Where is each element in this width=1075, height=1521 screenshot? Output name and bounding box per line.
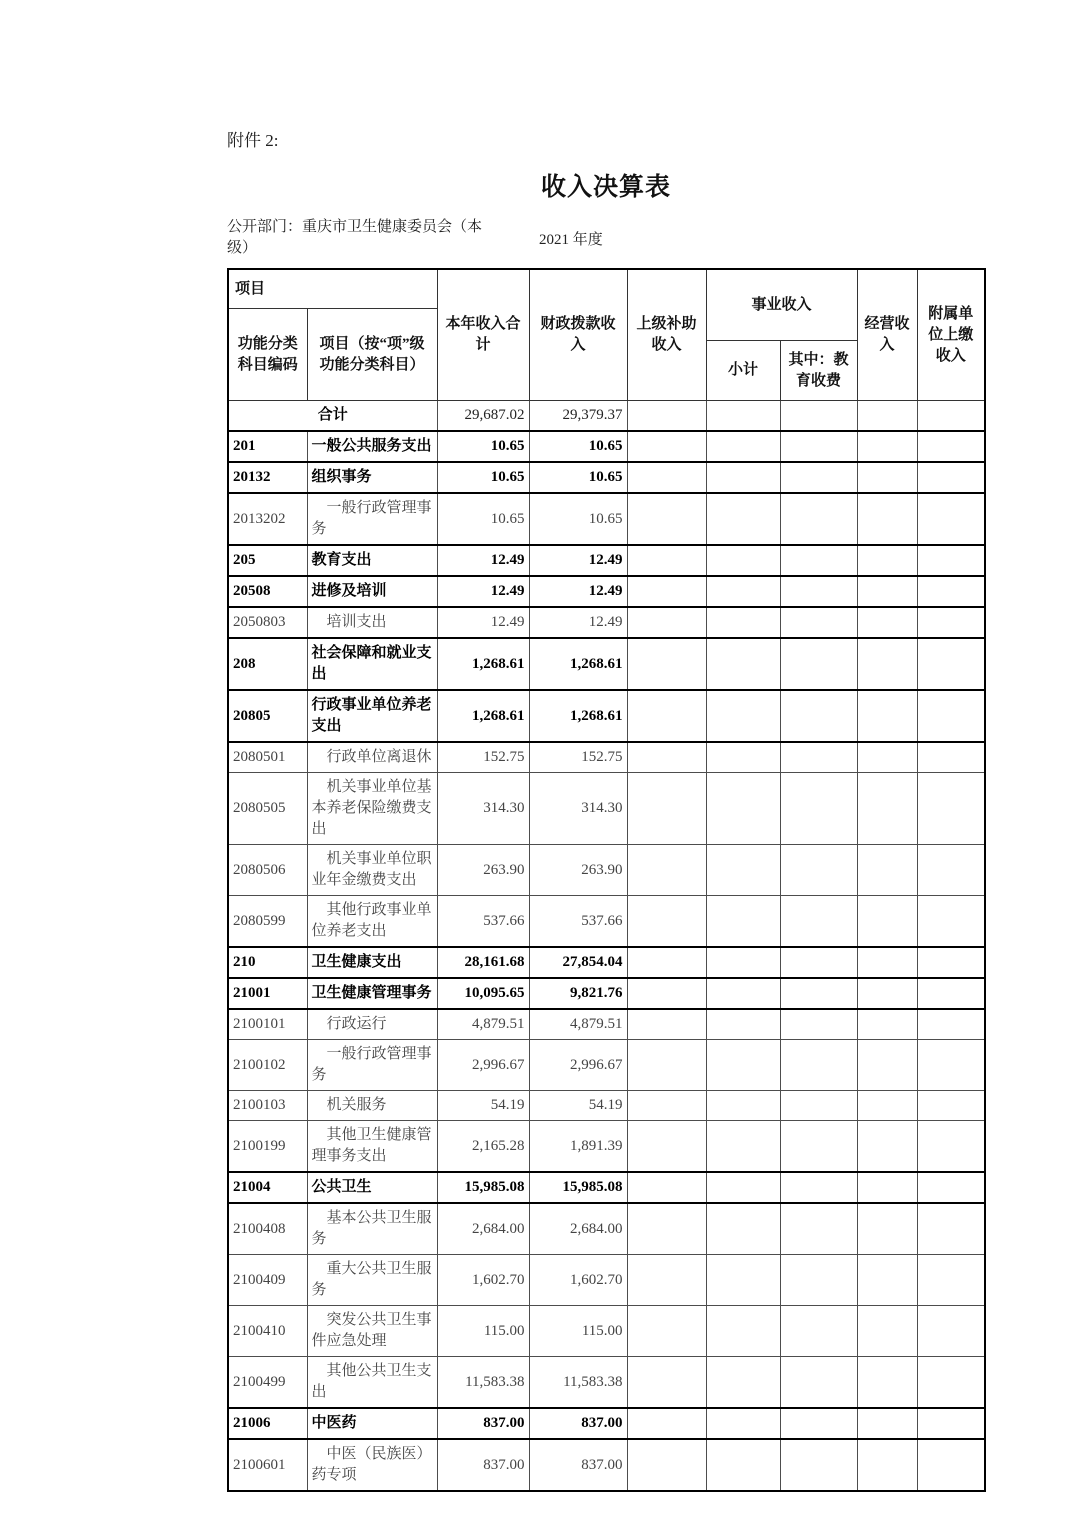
cell-code: 2100499 — [228, 1357, 307, 1409]
cell-subtotal — [706, 545, 780, 576]
cell-item: 培训支出 — [307, 607, 437, 638]
cell-total: 1,602.70 — [437, 1255, 529, 1306]
cell-operating — [857, 1408, 917, 1439]
cell-operating — [857, 773, 917, 845]
table-row — [228, 1255, 985, 1306]
table-row — [228, 845, 985, 896]
cell-total: 12.49 — [437, 607, 529, 638]
cell-superior — [627, 1040, 706, 1091]
column-header-business: 事业收入 — [706, 269, 857, 341]
cell-total: 2,165.28 — [437, 1121, 529, 1173]
cell-operating — [857, 493, 917, 545]
cell-code: 2050803 — [228, 607, 307, 638]
cell-superior — [627, 545, 706, 576]
cell-affiliated — [917, 1040, 985, 1091]
cell-item: 合计 — [228, 401, 437, 432]
cell-code: 20132 — [228, 462, 307, 493]
cell-item: 行政单位离退休 — [307, 742, 437, 773]
table-body — [228, 401, 985, 1492]
meta-row — [227, 217, 985, 259]
cell-edu-fee — [780, 742, 857, 773]
cell-code: 20508 — [228, 576, 307, 607]
cell-item: 突发公共卫生事件应急处理 — [307, 1306, 437, 1357]
cell-item: 机关事业单位职业年金缴费支出 — [307, 845, 437, 896]
cell-fiscal: 837.00 — [529, 1408, 627, 1439]
cell-fiscal: 314.30 — [529, 773, 627, 845]
table-row — [228, 1408, 985, 1439]
cell-subtotal — [706, 1255, 780, 1306]
cell-fiscal: 9,821.76 — [529, 978, 627, 1009]
cell-code: 2100408 — [228, 1203, 307, 1255]
cell-item: 行政事业单位养老支出 — [307, 690, 437, 742]
cell-affiliated — [917, 1255, 985, 1306]
cell-fiscal: 837.00 — [529, 1439, 627, 1491]
cell-code: 2080506 — [228, 845, 307, 896]
cell-fiscal: 10.65 — [529, 431, 627, 462]
cell-edu-fee — [780, 947, 857, 978]
cell-code: 2100103 — [228, 1091, 307, 1121]
cell-total: 29,687.02 — [437, 401, 529, 432]
cell-operating — [857, 845, 917, 896]
cell-superior — [627, 1306, 706, 1357]
cell-edu-fee — [780, 845, 857, 896]
cell-edu-fee — [780, 1040, 857, 1091]
cell-superior — [627, 1255, 706, 1306]
cell-code: 2100101 — [228, 1009, 307, 1040]
cell-subtotal — [706, 462, 780, 493]
cell-operating — [857, 978, 917, 1009]
cell-operating — [857, 1172, 917, 1203]
cell-superior — [627, 773, 706, 845]
table-row — [228, 1121, 985, 1173]
cell-edu-fee — [780, 431, 857, 462]
cell-operating — [857, 896, 917, 948]
cell-total: 1,268.61 — [437, 638, 529, 690]
cell-item: 中医（民族医）药专项 — [307, 1439, 437, 1491]
cell-operating — [857, 947, 917, 978]
cell-edu-fee — [780, 1255, 857, 1306]
cell-operating — [857, 742, 917, 773]
cell-superior — [627, 742, 706, 773]
cell-fiscal: 29,379.37 — [529, 401, 627, 432]
cell-affiliated — [917, 978, 985, 1009]
cell-subtotal — [706, 1439, 780, 1491]
cell-affiliated — [917, 1203, 985, 1255]
cell-superior — [627, 1009, 706, 1040]
cell-total: 537.66 — [437, 896, 529, 948]
cell-fiscal: 4,879.51 — [529, 1009, 627, 1040]
cell-code: 20805 — [228, 690, 307, 742]
cell-edu-fee — [780, 978, 857, 1009]
cell-fiscal: 11,583.38 — [529, 1357, 627, 1409]
cell-affiliated — [917, 845, 985, 896]
cell-fiscal: 115.00 — [529, 1306, 627, 1357]
cell-subtotal — [706, 1172, 780, 1203]
cell-operating — [857, 1439, 917, 1491]
cell-code: 2100601 — [228, 1439, 307, 1491]
cell-operating — [857, 576, 917, 607]
cell-total: 2,684.00 — [437, 1203, 529, 1255]
cell-edu-fee — [780, 1009, 857, 1040]
cell-subtotal — [706, 431, 780, 462]
cell-code: 2080501 — [228, 742, 307, 773]
cell-operating — [857, 1040, 917, 1091]
table-row — [228, 978, 985, 1009]
column-header-code: 功能分类科目编码 — [228, 309, 307, 401]
cell-item: 一般公共服务支出 — [307, 431, 437, 462]
cell-subtotal — [706, 1408, 780, 1439]
cell-superior — [627, 607, 706, 638]
cell-affiliated — [917, 742, 985, 773]
cell-fiscal: 2,684.00 — [529, 1203, 627, 1255]
cell-affiliated — [917, 1172, 985, 1203]
table-row — [228, 493, 985, 545]
cell-fiscal: 15,985.08 — [529, 1172, 627, 1203]
cell-subtotal — [706, 1357, 780, 1409]
cell-affiliated — [917, 401, 985, 432]
cell-superior — [627, 1091, 706, 1121]
cell-code: 21004 — [228, 1172, 307, 1203]
cell-subtotal — [706, 773, 780, 845]
cell-subtotal — [706, 742, 780, 773]
cell-total: 10.65 — [437, 431, 529, 462]
page-title: 收入决算表 — [540, 174, 671, 201]
cell-operating — [857, 401, 917, 432]
cell-fiscal: 263.90 — [529, 845, 627, 896]
cell-affiliated — [917, 493, 985, 545]
cell-operating — [857, 1203, 917, 1255]
cell-total: 1,268.61 — [437, 690, 529, 742]
cell-superior — [627, 947, 706, 978]
cell-edu-fee — [780, 1172, 857, 1203]
table-row — [228, 690, 985, 742]
cell-item: 一般行政管理事务 — [307, 493, 437, 545]
cell-affiliated — [917, 690, 985, 742]
table-row — [228, 1203, 985, 1255]
cell-code: 210 — [228, 947, 307, 978]
cell-superior — [627, 845, 706, 896]
cell-fiscal: 10.65 — [529, 462, 627, 493]
cell-affiliated — [917, 607, 985, 638]
cell-fiscal: 1,268.61 — [529, 638, 627, 690]
cell-affiliated — [917, 1121, 985, 1173]
column-header-affiliated: 附属单位上缴收入 — [917, 269, 985, 401]
cell-affiliated — [917, 1009, 985, 1040]
cell-subtotal — [706, 1121, 780, 1173]
cell-item: 进修及培训 — [307, 576, 437, 607]
cell-item: 卫生健康管理事务 — [307, 978, 437, 1009]
cell-item: 公共卫生 — [307, 1172, 437, 1203]
table-row — [228, 1009, 985, 1040]
cell-total: 12.49 — [437, 576, 529, 607]
cell-operating — [857, 1091, 917, 1121]
cell-superior — [627, 401, 706, 432]
cell-edu-fee — [780, 1408, 857, 1439]
cell-item: 其他卫生健康管理事务支出 — [307, 1121, 437, 1173]
cell-operating — [857, 638, 917, 690]
column-header-subtotal: 小计 — [706, 341, 780, 401]
cell-item: 行政运行 — [307, 1009, 437, 1040]
cell-edu-fee — [780, 1306, 857, 1357]
cell-operating — [857, 607, 917, 638]
cell-subtotal — [706, 638, 780, 690]
table-row — [228, 576, 985, 607]
cell-operating — [857, 462, 917, 493]
cell-code: 205 — [228, 545, 307, 576]
table-row — [228, 401, 985, 432]
cell-item: 中医药 — [307, 1408, 437, 1439]
cell-item: 卫生健康支出 — [307, 947, 437, 978]
cell-operating — [857, 1255, 917, 1306]
cell-code: 2080599 — [228, 896, 307, 948]
cell-affiliated — [917, 1091, 985, 1121]
cell-affiliated — [917, 545, 985, 576]
cell-operating — [857, 1121, 917, 1173]
cell-edu-fee — [780, 493, 857, 545]
cell-total: 10.65 — [437, 462, 529, 493]
cell-fiscal: 537.66 — [529, 896, 627, 948]
department-label: 公开部门：重庆市卫生健康委员会（本级） — [227, 219, 483, 256]
table-row — [228, 431, 985, 462]
cell-affiliated — [917, 773, 985, 845]
cell-fiscal: 1,891.39 — [529, 1121, 627, 1173]
cell-subtotal — [706, 1009, 780, 1040]
cell-operating — [857, 431, 917, 462]
cell-edu-fee — [780, 607, 857, 638]
table-row — [228, 1357, 985, 1409]
cell-fiscal: 10.65 — [529, 493, 627, 545]
cell-code: 208 — [228, 638, 307, 690]
cell-total: 4,879.51 — [437, 1009, 529, 1040]
cell-item: 重大公共卫生服务 — [307, 1255, 437, 1306]
cell-superior — [627, 1172, 706, 1203]
table-row — [228, 1040, 985, 1091]
cell-affiliated — [917, 1408, 985, 1439]
attachment-label: 附件 2: — [227, 131, 279, 150]
cell-superior — [627, 690, 706, 742]
cell-item: 基本公共卫生服务 — [307, 1203, 437, 1255]
cell-affiliated — [917, 1439, 985, 1491]
cell-affiliated — [917, 896, 985, 948]
cell-total: 263.90 — [437, 845, 529, 896]
cell-affiliated — [917, 1306, 985, 1357]
cell-fiscal: 1,602.70 — [529, 1255, 627, 1306]
cell-subtotal — [706, 1091, 780, 1121]
column-header-fiscal: 财政拨款收入 — [529, 269, 627, 401]
cell-item: 机关服务 — [307, 1091, 437, 1121]
cell-operating — [857, 1009, 917, 1040]
cell-item: 社会保障和就业支出 — [307, 638, 437, 690]
table-row — [228, 947, 985, 978]
cell-edu-fee — [780, 896, 857, 948]
cell-fiscal: 12.49 — [529, 607, 627, 638]
column-header-superior: 上级补助收入 — [627, 269, 706, 401]
cell-subtotal — [706, 1203, 780, 1255]
cell-code: 2100410 — [228, 1306, 307, 1357]
cell-fiscal: 54.19 — [529, 1091, 627, 1121]
table-row — [228, 1172, 985, 1203]
cell-superior — [627, 1121, 706, 1173]
cell-superior — [627, 638, 706, 690]
cell-total: 152.75 — [437, 742, 529, 773]
cell-code: 2100102 — [228, 1040, 307, 1091]
cell-operating — [857, 1306, 917, 1357]
cell-edu-fee — [780, 638, 857, 690]
year-label: 2021 年度 — [539, 231, 603, 248]
cell-edu-fee — [780, 462, 857, 493]
document-content — [227, 0, 985, 1492]
cell-code: 2013202 — [228, 493, 307, 545]
cell-subtotal — [706, 576, 780, 607]
cell-edu-fee — [780, 576, 857, 607]
cell-fiscal: 2,996.67 — [529, 1040, 627, 1091]
table-row — [228, 1306, 985, 1357]
cell-superior — [627, 462, 706, 493]
cell-subtotal — [706, 947, 780, 978]
table-row — [228, 896, 985, 948]
table-row — [228, 773, 985, 845]
column-header-operating: 经营收入 — [857, 269, 917, 401]
cell-superior — [627, 1408, 706, 1439]
cell-code: 2100409 — [228, 1255, 307, 1306]
cell-item: 机关事业单位基本养老保险缴费支出 — [307, 773, 437, 845]
cell-edu-fee — [780, 1203, 857, 1255]
cell-total: 12.49 — [437, 545, 529, 576]
cell-subtotal — [706, 1306, 780, 1357]
cell-affiliated — [917, 1357, 985, 1409]
cell-edu-fee — [780, 1091, 857, 1121]
cell-edu-fee — [780, 1121, 857, 1173]
table-row — [228, 638, 985, 690]
cell-subtotal — [706, 607, 780, 638]
column-header-project-group: 项目 — [228, 269, 437, 309]
cell-affiliated — [917, 947, 985, 978]
cell-operating — [857, 690, 917, 742]
table-row — [228, 742, 985, 773]
cell-superior — [627, 896, 706, 948]
cell-total: 15,985.08 — [437, 1172, 529, 1203]
cell-code: 2100199 — [228, 1121, 307, 1173]
cell-superior — [627, 431, 706, 462]
cell-total: 10.65 — [437, 493, 529, 545]
cell-affiliated — [917, 576, 985, 607]
cell-code: 201 — [228, 431, 307, 462]
cell-superior — [627, 1357, 706, 1409]
cell-edu-fee — [780, 1357, 857, 1409]
cell-total: 837.00 — [437, 1408, 529, 1439]
cell-subtotal — [706, 1040, 780, 1091]
cell-affiliated — [917, 431, 985, 462]
cell-operating — [857, 1357, 917, 1409]
cell-total: 837.00 — [437, 1439, 529, 1491]
cell-total: 2,996.67 — [437, 1040, 529, 1091]
cell-item: 其他行政事业单位养老支出 — [307, 896, 437, 948]
table-row — [228, 1091, 985, 1121]
cell-operating — [857, 545, 917, 576]
cell-affiliated — [917, 638, 985, 690]
cell-superior — [627, 978, 706, 1009]
cell-edu-fee — [780, 773, 857, 845]
cell-fiscal: 12.49 — [529, 576, 627, 607]
cell-total: 115.00 — [437, 1306, 529, 1357]
table-row — [228, 1439, 985, 1491]
cell-fiscal: 1,268.61 — [529, 690, 627, 742]
cell-superior — [627, 1439, 706, 1491]
cell-subtotal — [706, 493, 780, 545]
cell-item: 一般行政管理事务 — [307, 1040, 437, 1091]
cell-code: 2080505 — [228, 773, 307, 845]
cell-total: 28,161.68 — [437, 947, 529, 978]
cell-subtotal — [706, 401, 780, 432]
revenue-table — [227, 268, 986, 1492]
cell-fiscal: 12.49 — [529, 545, 627, 576]
table-row — [228, 545, 985, 576]
cell-code: 21006 — [228, 1408, 307, 1439]
cell-edu-fee — [780, 401, 857, 432]
cell-code: 21001 — [228, 978, 307, 1009]
cell-subtotal — [706, 845, 780, 896]
cell-total: 11,583.38 — [437, 1357, 529, 1409]
cell-edu-fee — [780, 545, 857, 576]
cell-total: 314.30 — [437, 773, 529, 845]
table-header — [228, 269, 985, 401]
cell-fiscal: 27,854.04 — [529, 947, 627, 978]
cell-superior — [627, 1203, 706, 1255]
table-row — [228, 607, 985, 638]
cell-edu-fee — [780, 690, 857, 742]
cell-subtotal — [706, 978, 780, 1009]
cell-subtotal — [706, 896, 780, 948]
cell-subtotal — [706, 690, 780, 742]
cell-item: 其他公共卫生支出 — [307, 1357, 437, 1409]
cell-superior — [627, 493, 706, 545]
column-header-item: 项目（按“项”级功能分类科目） — [307, 309, 437, 401]
cell-total: 10,095.65 — [437, 978, 529, 1009]
cell-affiliated — [917, 462, 985, 493]
cell-superior — [627, 576, 706, 607]
cell-edu-fee — [780, 1439, 857, 1491]
table-row — [228, 462, 985, 493]
cell-fiscal: 152.75 — [529, 742, 627, 773]
cell-item: 教育支出 — [307, 545, 437, 576]
cell-item: 组织事务 — [307, 462, 437, 493]
column-header-total: 本年收入合计 — [437, 269, 529, 401]
column-header-edu-fee: 其中：教育收费 — [780, 341, 857, 401]
cell-total: 54.19 — [437, 1091, 529, 1121]
